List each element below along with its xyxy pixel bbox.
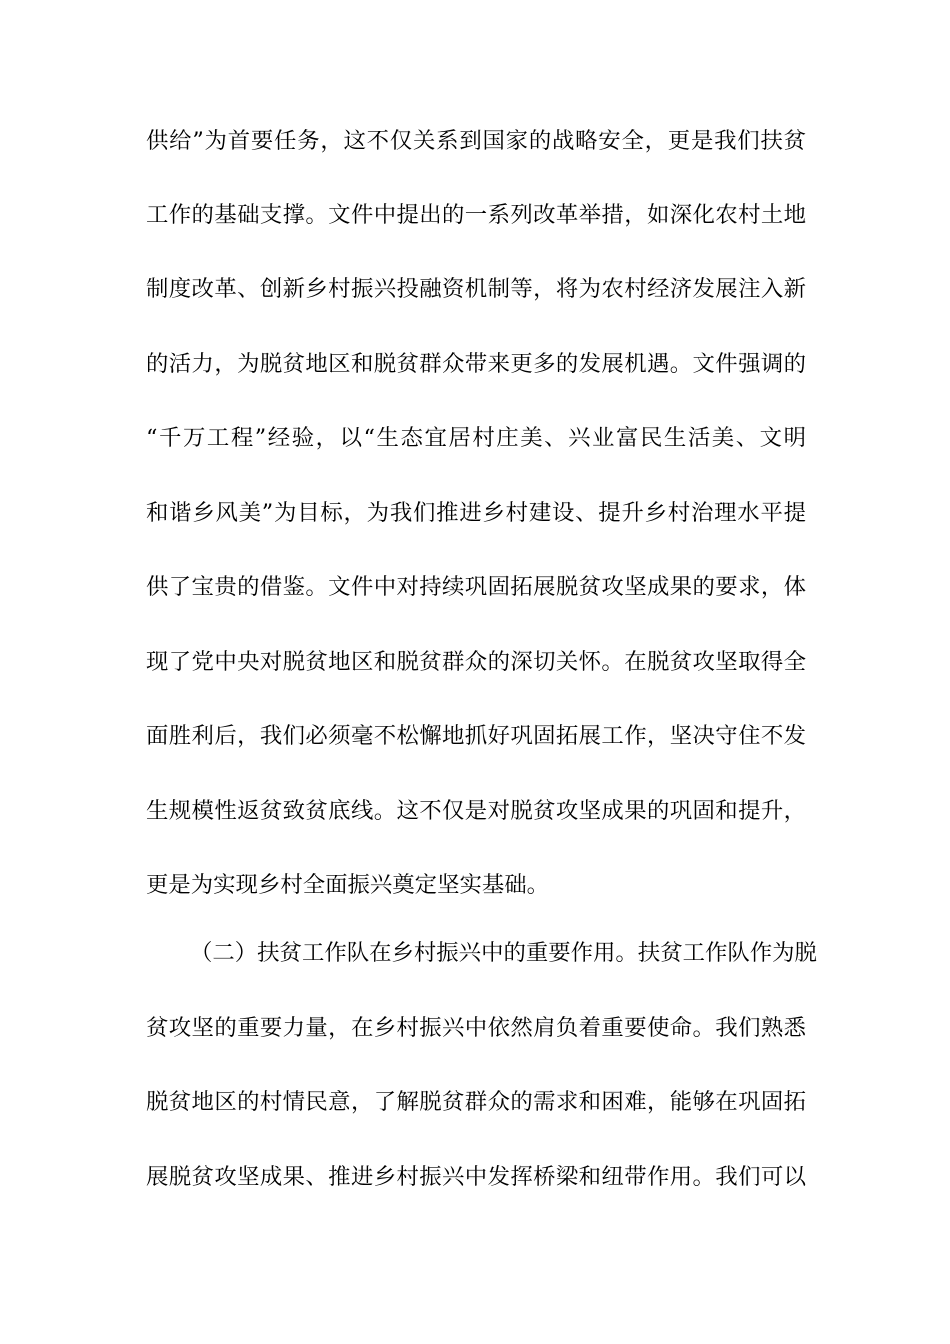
text-line-7: 供了宝贵的借鉴。文件中对持续巩固拓展脱贫攻坚成果的要求，体 — [146, 574, 806, 600]
text-line-14: 脱贫地区的村情民意，了解脱贫群众的需求和困难，能够在巩固拓 — [146, 1089, 806, 1115]
text-line-15: 展脱贫攻坚成果、推进乡村振兴中发挥桥梁和纽带作用。我们可以 — [146, 1164, 806, 1190]
text-line-10: 生规模性返贫致贫底线。这不仅是对脱贫攻坚成果的巩固和提升， — [146, 798, 806, 824]
text-line-9: 面胜利后，我们必须毫不松懈地抓好巩固拓展工作，坚决守住不发 — [146, 723, 806, 749]
text-line-3: 制度改革、创新乡村振兴投融资机制等，将为农村经济发展注入新 — [146, 276, 806, 302]
text-line-6: 和谐乡风美”为目标，为我们推进乡村建设、提升乡村治理水平提 — [146, 500, 806, 526]
text-line-1: 供给”为首要任务，这不仅关系到国家的战略安全，更是我们扶贫 — [146, 128, 806, 154]
text-line-8: 现了党中央对脱贫地区和脱贫群众的深切关怀。在脱贫攻坚取得全 — [146, 649, 806, 675]
section-heading-line: （二）扶贫工作队在乡村振兴中的重要作用。扶贫工作队作为脱 — [190, 940, 817, 966]
text-line-13: 贫攻坚的重要力量，在乡村振兴中依然肩负着重要使命。我们熟悉 — [146, 1015, 806, 1041]
text-line-11: 更是为实现乡村全面振兴奠定坚实基础。 — [146, 872, 550, 898]
text-line-2: 工作的基础支撑。文件中提出的一系列改革举措，如深化农村土地 — [146, 202, 806, 228]
text-line-5: “千万工程”经验，以“生态宜居村庄美、兴业富民生活美、文明 — [146, 425, 806, 451]
text-line-4: 的活力，为脱贫地区和脱贫群众带来更多的发展机遇。文件强调的 — [146, 351, 806, 377]
